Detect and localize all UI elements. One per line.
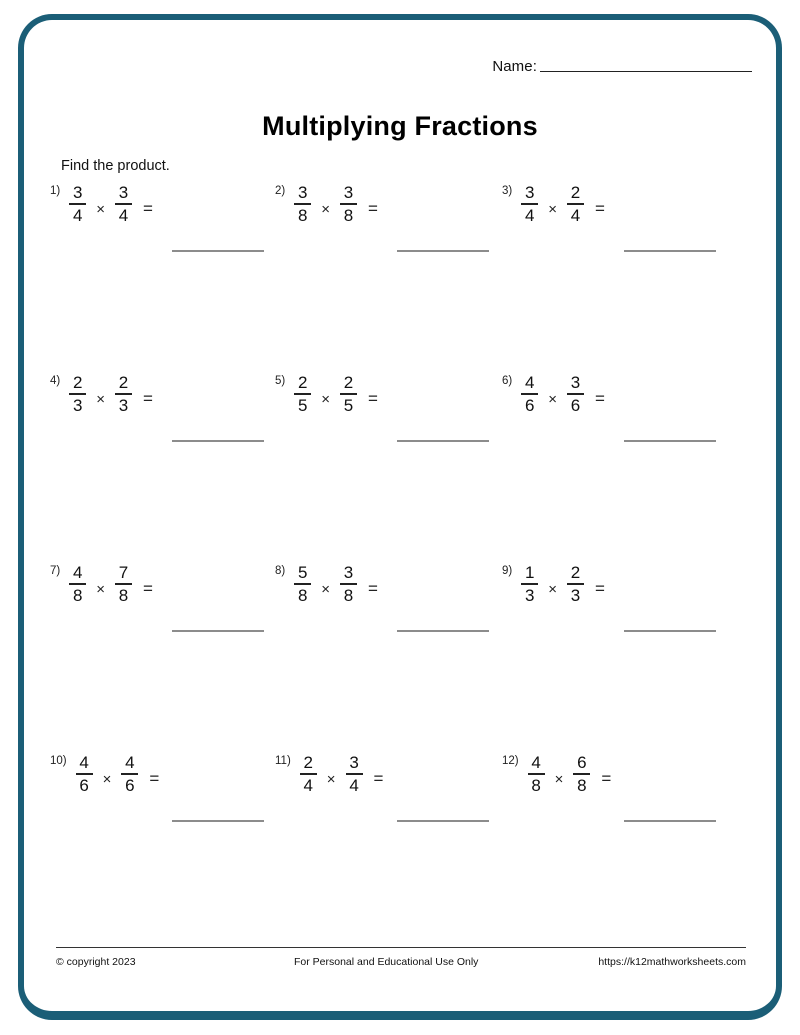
- problem-expression: [275, 752, 383, 795]
- numerator: 4: [125, 753, 135, 772]
- answer-blank[interactable]: [172, 820, 264, 822]
- fraction-first: [292, 183, 313, 225]
- numerator: 4: [73, 563, 83, 582]
- problem-number: 11): [275, 755, 291, 767]
- numerator: 2: [303, 753, 314, 772]
- worksheet-content: [40, 34, 760, 1000]
- equals-symbol: =: [143, 579, 153, 598]
- problem-row: [40, 562, 760, 752]
- multiply-symbol: ×: [96, 201, 105, 218]
- fraction-second: [338, 373, 359, 415]
- numerator: 3: [118, 183, 129, 202]
- numerator: 3: [73, 183, 83, 202]
- numerator: 2: [73, 373, 83, 392]
- problem-item: [502, 372, 732, 482]
- usage-text: For Personal and Educational Use Only: [294, 956, 479, 968]
- problem-row: [40, 182, 760, 372]
- problem-item: [50, 752, 280, 862]
- equals-symbol: =: [595, 579, 605, 598]
- numerator: 1: [525, 563, 535, 582]
- denominator: 8: [343, 205, 354, 225]
- fraction-bar: [121, 773, 138, 775]
- problem-number: 9): [502, 565, 513, 577]
- answer-blank[interactable]: [397, 250, 489, 252]
- denominator: 8: [298, 585, 308, 605]
- answer-blank[interactable]: [397, 820, 489, 822]
- numerator: 5: [298, 563, 308, 582]
- footer-divider: [56, 947, 746, 948]
- answer-blank[interactable]: [172, 630, 264, 632]
- source-url[interactable]: https://k12mathworksheets.com: [598, 956, 746, 968]
- multiply-symbol: ×: [548, 391, 557, 408]
- problem-item: [275, 752, 505, 862]
- problem-expression: [502, 182, 605, 225]
- fraction-second: [565, 183, 586, 225]
- answer-blank[interactable]: [172, 440, 264, 442]
- denominator: 4: [303, 775, 314, 795]
- page-title: Multiplying Fractions: [262, 111, 538, 141]
- copyright-text: © copyright 2023: [56, 956, 136, 968]
- problem-item: [275, 372, 505, 482]
- fraction-bar: [528, 773, 545, 775]
- equals-symbol: =: [373, 769, 384, 788]
- name-blank-line[interactable]: [540, 71, 752, 72]
- denominator: 4: [525, 205, 535, 225]
- multiply-symbol: ×: [321, 201, 330, 218]
- fraction-first: [519, 373, 540, 415]
- problem-item: [50, 372, 280, 482]
- denominator: 4: [349, 775, 359, 795]
- fraction-second: [565, 373, 586, 415]
- fraction-bar: [567, 203, 584, 205]
- fraction-bar: [567, 583, 584, 585]
- fraction-first: [74, 753, 95, 795]
- fraction-second: [344, 753, 365, 795]
- fraction-bar: [573, 773, 590, 775]
- numerator: 2: [570, 563, 581, 582]
- problem-item: [50, 182, 280, 292]
- equals-symbol: =: [601, 769, 612, 788]
- denominator: 3: [525, 585, 535, 605]
- fraction-first: [67, 373, 88, 415]
- fraction-second: [565, 563, 586, 605]
- problem-number: 5): [275, 375, 286, 387]
- numerator: 3: [570, 373, 581, 392]
- fraction-second: [113, 373, 134, 415]
- denominator: 8: [298, 205, 308, 225]
- problem-grid: [40, 182, 760, 942]
- numerator: 4: [531, 753, 541, 772]
- denominator: 6: [570, 395, 581, 415]
- denominator: 5: [298, 395, 308, 415]
- fraction-second: [119, 753, 140, 795]
- numerator: 3: [343, 563, 354, 582]
- problem-number: 7): [50, 565, 61, 577]
- fraction-second: [338, 563, 359, 605]
- numerator: 2: [343, 373, 354, 392]
- problem-expression: [275, 562, 378, 605]
- denominator: 8: [343, 585, 354, 605]
- fraction-bar: [115, 583, 132, 585]
- fraction-second: [113, 563, 134, 605]
- problem-expression: [502, 752, 611, 795]
- fraction-bar: [346, 773, 363, 775]
- problem-number: 10): [50, 755, 67, 767]
- answer-blank[interactable]: [624, 440, 716, 442]
- equals-symbol: =: [595, 389, 605, 408]
- multiply-symbol: ×: [554, 771, 564, 788]
- fraction-bar: [294, 583, 311, 585]
- problem-expression: [275, 182, 378, 225]
- fraction-bar: [340, 393, 357, 395]
- denominator: 6: [79, 775, 89, 795]
- problem-item: [502, 562, 732, 672]
- problem-row: [40, 752, 760, 942]
- denominator: 4: [570, 205, 581, 225]
- answer-blank[interactable]: [397, 440, 489, 442]
- answer-blank[interactable]: [172, 250, 264, 252]
- denominator: 3: [118, 395, 129, 415]
- fraction-second: [571, 753, 592, 795]
- name-label: Name:: [492, 58, 537, 75]
- fraction-first: [298, 753, 319, 795]
- problem-number: 3): [502, 185, 513, 197]
- denominator: 3: [570, 585, 581, 605]
- fraction-bar: [340, 583, 357, 585]
- multiply-symbol: ×: [548, 581, 557, 598]
- multiply-symbol: ×: [321, 391, 330, 408]
- problem-number: 1): [50, 185, 61, 197]
- denominator: 6: [525, 395, 535, 415]
- problem-row: [40, 372, 760, 562]
- fraction-first: [67, 563, 88, 605]
- instruction-text: Find the product.: [61, 158, 170, 174]
- fraction-second: [113, 183, 134, 225]
- problem-item: [275, 182, 505, 292]
- fraction-bar: [300, 773, 317, 775]
- numerator: 2: [118, 373, 129, 392]
- fraction-bar: [69, 583, 86, 585]
- problem-expression: [50, 182, 153, 225]
- fraction-bar: [340, 203, 357, 205]
- fraction-bar: [294, 203, 311, 205]
- problem-number: 8): [275, 565, 286, 577]
- fraction-first: [292, 563, 313, 605]
- fraction-first: [67, 183, 88, 225]
- fraction-bar: [115, 203, 132, 205]
- fraction-first: [519, 563, 540, 605]
- multiply-symbol: ×: [96, 581, 105, 598]
- problem-expression: [50, 372, 153, 415]
- fraction-bar: [521, 203, 538, 205]
- problem-expression: [502, 562, 605, 605]
- numerator: 4: [79, 753, 89, 772]
- fraction-first: [292, 373, 313, 415]
- problem-number: 6): [502, 375, 513, 387]
- fraction-bar: [294, 393, 311, 395]
- numerator: 3: [298, 183, 308, 202]
- equals-symbol: =: [368, 389, 378, 408]
- fraction-bar: [69, 203, 86, 205]
- multiply-symbol: ×: [96, 391, 105, 408]
- multiply-symbol: ×: [326, 771, 336, 788]
- fraction-bar: [567, 393, 584, 395]
- fraction-bar: [521, 393, 538, 395]
- denominator: 8: [73, 585, 83, 605]
- denominator: 8: [577, 775, 587, 795]
- problem-number: 4): [50, 375, 61, 387]
- multiply-symbol: ×: [102, 771, 112, 788]
- answer-blank[interactable]: [397, 630, 489, 632]
- equals-symbol: =: [368, 199, 378, 218]
- fraction-second: [338, 183, 359, 225]
- equals-symbol: =: [595, 199, 605, 218]
- name-field[interactable]: [492, 58, 752, 75]
- answer-blank[interactable]: [624, 250, 716, 252]
- multiply-symbol: ×: [548, 201, 557, 218]
- fraction-bar: [76, 773, 93, 775]
- problem-expression: [502, 372, 605, 415]
- equals-symbol: =: [143, 199, 153, 218]
- problem-item: [502, 182, 732, 292]
- fraction-first: [519, 183, 540, 225]
- problem-number: 2): [275, 185, 286, 197]
- problem-item: [275, 562, 505, 672]
- footer: [56, 956, 746, 976]
- answer-blank[interactable]: [624, 630, 716, 632]
- numerator: 2: [298, 373, 308, 392]
- denominator: 8: [531, 775, 541, 795]
- fraction-first: [526, 753, 547, 795]
- denominator: 5: [343, 395, 354, 415]
- multiply-symbol: ×: [321, 581, 330, 598]
- denominator: 6: [125, 775, 135, 795]
- denominator: 3: [73, 395, 83, 415]
- problem-item: [50, 562, 280, 672]
- denominator: 4: [73, 205, 83, 225]
- numerator: 3: [343, 183, 354, 202]
- equals-symbol: =: [143, 389, 153, 408]
- numerator: 4: [525, 373, 535, 392]
- equals-symbol: =: [149, 769, 160, 788]
- problem-expression: [275, 372, 378, 415]
- numerator: 6: [577, 753, 587, 772]
- problem-expression: [50, 562, 153, 605]
- problem-expression: [50, 752, 159, 795]
- denominator: 4: [118, 205, 129, 225]
- equals-symbol: =: [368, 579, 378, 598]
- numerator: 3: [349, 753, 359, 772]
- denominator: 8: [118, 585, 129, 605]
- numerator: 3: [525, 183, 535, 202]
- problem-item: [502, 752, 732, 862]
- numerator: 2: [570, 183, 581, 202]
- fraction-bar: [115, 393, 132, 395]
- fraction-bar: [521, 583, 538, 585]
- problem-number: 12): [502, 755, 519, 767]
- answer-blank[interactable]: [624, 820, 716, 822]
- fraction-bar: [69, 393, 86, 395]
- numerator: 7: [118, 563, 129, 582]
